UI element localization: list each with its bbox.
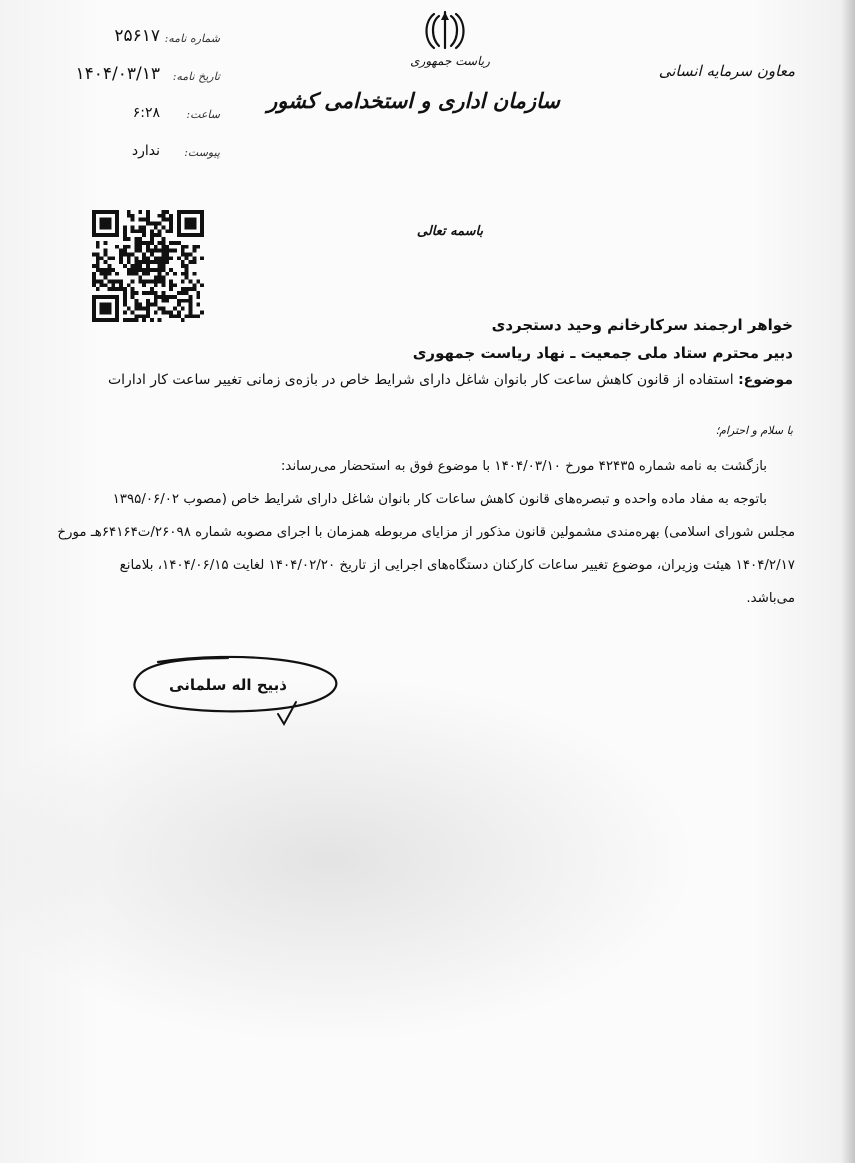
meta-attachment-row bbox=[60, 140, 220, 178]
number-label: شماره نامه: bbox=[164, 32, 220, 45]
body-paragraph-2-line-2: مجلس شورای اسلامی) بهره‌مندی مشمولین قانون مذکور از مزایای مربوطه همزمان با اجرای مصوبه شماره ۲۶۰۹۸/ت۶۴۱۶۴هـ مورخ bbox=[57, 525, 795, 540]
date-label: تاریخ نامه: bbox=[172, 70, 220, 83]
time-label: ساعت: bbox=[186, 108, 220, 121]
body-paragraph-1: بازگشت به نامه شماره ۴۲۴۳۵ مورخ ۱۴۰۴/۰۳/۱۰ با موضوع فوق به استحضار می‌رساند: bbox=[280, 459, 767, 474]
attachment-label: پیوست: bbox=[184, 146, 220, 159]
presidency-title: ریاست جمهوری bbox=[410, 54, 490, 68]
signatory-name: ذبیح اله سلمانی bbox=[169, 676, 287, 694]
meta-number-row bbox=[60, 26, 220, 64]
deputy-title: معاون سرمایه انسانی bbox=[658, 62, 795, 80]
subject-label: موضوع: bbox=[738, 372, 793, 388]
iran-emblem-icon bbox=[423, 8, 467, 52]
recipient-name: خواهر ارجمند سرکارخانم وحید دستجردی bbox=[491, 316, 793, 334]
page-edge-shadow bbox=[841, 0, 855, 1163]
organization-title: سازمان اداری و استخدامی کشور bbox=[267, 88, 560, 113]
subject-text: استفاده از قانون کاهش ساعت کار بانوان شاغل دارای شرایط خاص در بازه‌ی زمانی تغییر ساعت کار ادارات bbox=[107, 372, 734, 388]
recipient-position: دبیر محترم ستاد ملی جمعیت ـ نهاد ریاست جمهوری bbox=[412, 344, 793, 362]
body-paragraph-2-line-3: ۱۴۰۴/۲/۱۷ هیئت وزیران، موضوع تغییر ساعات کارکنان دستگاه‌های اجرایی از تاریخ ۱۴۰۴/۰۲/۲۰ لغایت ۱۴۰۴/۰۶/۱۵، بلامانع bbox=[119, 558, 795, 573]
letter-meta bbox=[60, 26, 220, 178]
attachment-value: ندارد bbox=[131, 143, 160, 159]
signature bbox=[118, 652, 350, 732]
basmala: باسمه تعالی bbox=[416, 224, 484, 239]
letter-time: ۶:۲۸ bbox=[132, 105, 160, 121]
qr-code-icon bbox=[92, 210, 204, 322]
body-paragraph-2-line-4: می‌باشد. bbox=[746, 591, 795, 606]
subject-line bbox=[108, 372, 793, 388]
meta-time-row bbox=[60, 102, 220, 140]
greeting: با سلام و احترام؛ bbox=[715, 424, 793, 437]
letter-number: ۲۵۶۱۷ bbox=[114, 26, 160, 46]
meta-date-row bbox=[60, 64, 220, 102]
body-paragraph-2-line-1: باتوجه به مفاد ماده واحده و تبصره‌های قانون کاهش ساعات کار بانوان شاغل دارای شرایط خاص (مصوب ۱۳۹۵/۰۶/۰۲ bbox=[112, 492, 767, 507]
letter-body bbox=[55, 450, 795, 615]
letter-date: ۱۴۰۴/۰۳/۱۳ bbox=[75, 64, 160, 84]
